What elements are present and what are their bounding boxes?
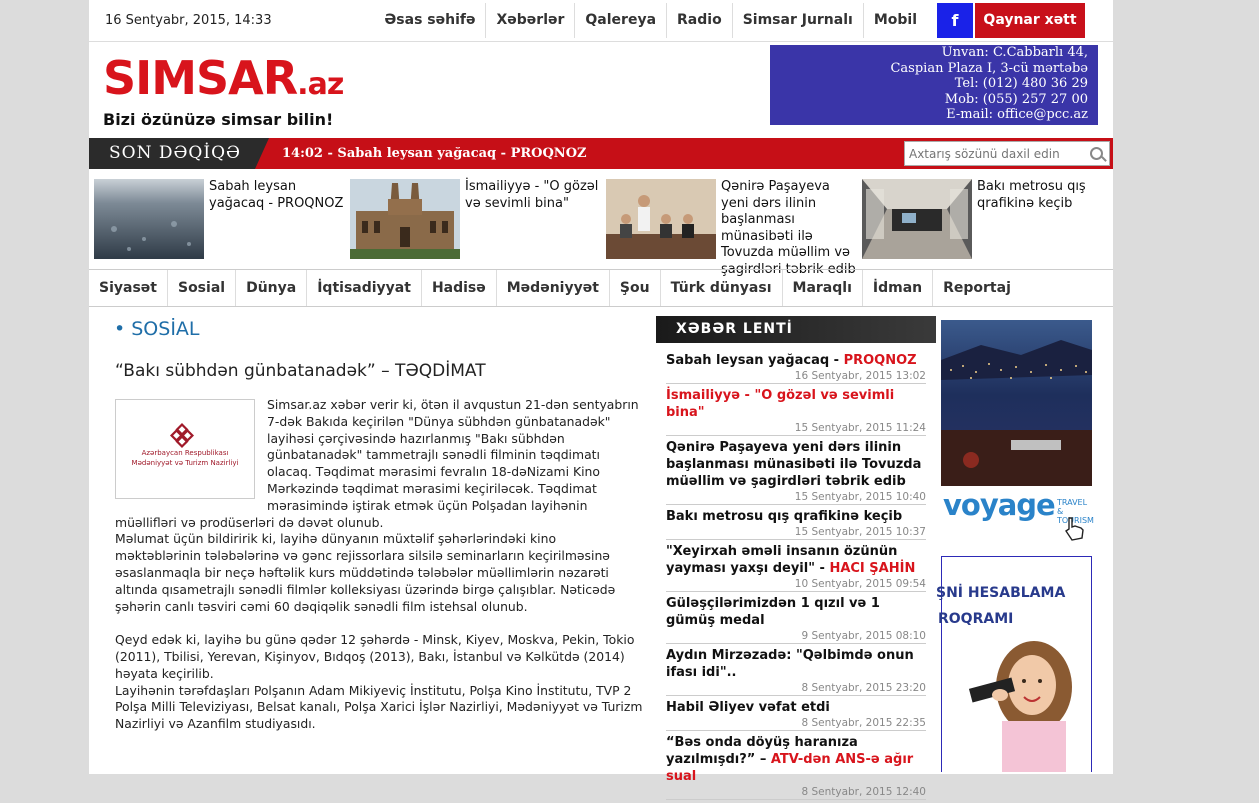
banner-line: Tel: (012) 480 36 29 xyxy=(954,76,1088,91)
contact-banner[interactable] xyxy=(770,45,1098,125)
news-feed xyxy=(666,352,926,803)
girl-photo xyxy=(942,635,1091,772)
category-nav xyxy=(89,269,1113,307)
ad-heading: ŞNİ HESABLAMA xyxy=(936,585,1066,601)
feed-title[interactable]: Aydın Mirzəzadə: "Qəlbimdə onun ifası idi".. xyxy=(666,648,914,680)
current-date: 16 Sentyabr, 2015, 14:33 xyxy=(105,13,272,28)
feed-title-highlight[interactable]: İsmailiyyə - "O gözəl və sevimli bina" xyxy=(666,388,895,420)
facebook-icon[interactable]: f xyxy=(937,3,973,38)
article-paragraph: Qeyd edək ki, layihə bu günə qədər 12 şəhərdə - Minsk, Kiyev, Moskva, Pekin, Tokio (2011), Tbilisi, Yerevan, Kişinyov, Bıdqoş (2013), Bakı, İstanbul və Kəlkütdə (2014) həyata keçirilib. xyxy=(115,632,635,681)
top-bar xyxy=(89,0,1113,42)
site-logo[interactable] xyxy=(103,51,344,129)
feed-title[interactable]: Habil Əliyev vəfat etdi xyxy=(666,700,830,715)
nav-news[interactable]: Xəbərlər xyxy=(486,3,575,38)
featured-title[interactable]: Qənirə Paşayeva yeni dərs ilinin başlanması münasibəti ilə Tovuzda müəllim və şagirdləri təbrik edib xyxy=(721,179,856,277)
feed-date: 10 Sentyabr, 2015 09:54 xyxy=(794,578,926,590)
voyage-logo: voyage xyxy=(943,488,1055,522)
hotline-button[interactable]: Qaynar xətt xyxy=(975,3,1085,38)
nav-home[interactable]: Əsas səhifə xyxy=(374,3,486,38)
article-paragraph: Məlumat üçün bildiririk ki, layihə dünyanın müxtəlif şəhərlərindəki kino məktəblərinin tələbələrinə və gənc rejissorlara silsilə seminarların keçirilməsinə əsaslanmaqla bir neçə həftəlik kurs müddətində tələbələr müəllimlərin nəzarəti altında qısametrajlı sənədli filmlər kolleksiyası üzərində birgə çalışıblar. Nəticədə şəhərin canlı təsviri cəmi 60 dəqiqəlik sənədli film istehsal olunub. xyxy=(115,531,616,614)
breaking-news-label: SON DƏQİQƏ xyxy=(89,138,255,169)
feed-item[interactable] xyxy=(666,508,926,540)
building-thumbnail[interactable] xyxy=(350,179,460,259)
feed-title-highlight[interactable]: PROQNOZ xyxy=(843,353,917,368)
feed-date: 8 Sentyabr, 2015 12:40 xyxy=(801,786,926,798)
banner-line: Caspian Plaza I, 3-cü mərtəbə xyxy=(890,60,1088,76)
article-paragraph: Simsar.az xəbər verir ki, ötən il avqustun 21-dən sentyabrın 7-dək Bakıda keçirilən "Dünya sübhdən günbatanadək" layihəsi çərçivəsində hazırlanmış "Bakı sübhdən günbatanadək" tammetrajlı sənədli filminin təqdimatı olacaq. Təqdimat mərasimi fevralın 18-dəNizami Kino Mərkəzində təqdimat mərasimi keçiriləcək. Təqdimat mərasimində iştirak etmək üçün Polşadan layihənin müəllifləri və prodüserləri də dəvət olunub. xyxy=(115,397,639,530)
night-city-photo xyxy=(941,320,1092,486)
logo-domain: .az xyxy=(297,67,344,102)
nav-gallery[interactable]: Qalereya xyxy=(575,3,667,38)
nav-journal[interactable]: Simsar Jurnalı xyxy=(733,3,864,38)
featured-title[interactable]: Bakı metrosu qış qrafikinə keçib xyxy=(977,179,1086,211)
banner-line: E-mail: office@pcc.az xyxy=(946,107,1088,122)
feed-title[interactable]: “Bəs onda döyüş haranıza yazılmışdı?” – xyxy=(666,735,858,767)
feed-title[interactable]: Bakı metrosu qış qrafikinə keçib xyxy=(666,509,903,524)
top-nav xyxy=(374,3,1085,38)
featured-title[interactable]: İsmailiyyə - "O gözəl və sevimli bina" xyxy=(465,179,599,211)
voyage-subtitle: TRAVEL & TOURISM xyxy=(1057,498,1094,525)
image-caption: Azərbaycan Respublikası Mədəniyyət və Turizm Nazirliyi xyxy=(131,449,239,467)
feed-title[interactable]: Sabah leysan yağacaq - xyxy=(666,353,844,368)
cat-idman[interactable]: İdman xyxy=(863,270,933,306)
search-icon[interactable] xyxy=(1090,147,1103,160)
calculation-program-ad[interactable] xyxy=(936,556,1092,772)
classroom-thumbnail[interactable] xyxy=(606,179,716,259)
feed-date: 9 Sentyabr, 2015 08:10 xyxy=(801,630,926,642)
cat-reportaj[interactable]: Reportaj xyxy=(943,280,1011,296)
breaking-news-text[interactable]: 14:02 - Sabah leysan yağacaq - PROQNOZ xyxy=(282,146,587,161)
ministry-logo-icon xyxy=(170,424,194,448)
feed-title[interactable]: Qənirə Paşayeva yeni dərs ilinin başlanması münasibəti ilə Tovuzda müəllim və şagirdləri təbrik edib xyxy=(666,440,922,489)
logo-text: SIMSAR xyxy=(103,51,298,105)
nav-radio[interactable]: Radio xyxy=(667,3,733,38)
nav-mobile[interactable]: Mobil xyxy=(873,12,917,28)
rain-thumbnail[interactable] xyxy=(94,179,204,259)
voyage-ad[interactable] xyxy=(941,320,1092,542)
hand-cursor-icon xyxy=(1061,516,1087,542)
feed-title[interactable]: Güləşçilərimizdən 1 qızıl və 1 gümüş medal xyxy=(666,596,880,628)
cat-hadise[interactable]: Hadisə xyxy=(422,270,497,306)
feed-title-highlight[interactable]: ATV-dən ANS-ə ağır sual xyxy=(666,752,914,784)
cat-sou[interactable]: Şou xyxy=(610,270,661,306)
ad-heading: ROQRAMI xyxy=(938,611,1014,627)
breaking-news-bar xyxy=(89,138,1113,169)
cat-dunya[interactable]: Dünya xyxy=(236,270,307,306)
feed-date: 8 Sentyabr, 2015 23:20 xyxy=(801,682,926,694)
feed-item[interactable] xyxy=(666,734,926,800)
feed-date: 8 Sentyabr, 2015 22:35 xyxy=(801,717,926,729)
cat-siyaset[interactable]: Siyasət xyxy=(89,270,168,306)
news-feed-heading: XƏBƏR LENTİ xyxy=(656,316,936,343)
featured-item[interactable] xyxy=(606,179,856,277)
banner-line: Mob: (055) 257 27 00 xyxy=(944,91,1088,107)
cat-maraqli[interactable]: Maraqlı xyxy=(783,270,863,306)
cat-iqtisadiyyat[interactable]: İqtisadiyyat xyxy=(307,270,422,306)
article-title: “Bakı sübhdən günbatanadək” – TƏQDİMAT xyxy=(115,361,486,381)
feed-item[interactable] xyxy=(666,595,926,644)
cat-turk-dunyasi[interactable]: Türk dünyası xyxy=(661,270,783,306)
feed-date: 16 Sentyabr, 2015 13:02 xyxy=(794,370,926,382)
slogan: Bizi özünüzə simsar bilin! xyxy=(103,110,334,129)
feed-date: 15 Sentyabr, 2015 10:40 xyxy=(794,491,926,503)
feed-item[interactable] xyxy=(666,439,926,505)
feed-item[interactable] xyxy=(666,387,926,436)
banner-line: Ünvan: C.Cabbarlı 44, xyxy=(941,45,1088,60)
feed-date: 15 Sentyabr, 2015 11:24 xyxy=(794,422,926,434)
section-title[interactable]: • SOSİAL xyxy=(114,318,200,340)
featured-item[interactable] xyxy=(350,179,600,259)
featured-item[interactable] xyxy=(94,179,344,259)
page xyxy=(89,0,1113,798)
article-paragraph: Layihənin tərəfdaşları Polşanın Adam Mikiyeviç İnstitutu, Polşa Kino İnstitutu, TVP 2 Polşa Milli Televiziyası, Belsat kanalı, Polşa Xarici İşlər Nazirliyi, Mədəniyyət və Turizm Nazirliyi və Azanfilm studiyasıdı. xyxy=(115,682,643,732)
metro-thumbnail[interactable] xyxy=(862,179,972,259)
feed-item[interactable] xyxy=(666,699,926,731)
feed-item[interactable] xyxy=(666,647,926,696)
feed-date: 15 Sentyabr, 2015 10:37 xyxy=(794,526,926,538)
feed-title-highlight[interactable]: HACI ŞAHİN xyxy=(829,561,916,576)
cat-sosial[interactable]: Sosial xyxy=(168,270,236,306)
cat-medeniyyet[interactable]: Mədəniyyət xyxy=(497,270,610,306)
featured-item[interactable] xyxy=(862,179,1112,259)
article-image xyxy=(115,399,255,499)
search-input[interactable] xyxy=(905,142,1088,165)
featured-title[interactable]: Sabah leysan yağacaq - PROQNOZ xyxy=(209,179,344,211)
feed-item[interactable] xyxy=(666,543,926,592)
feed-title[interactable]: "Xeyirxah əməli insanın özünün yayması yaxşı deyil" - xyxy=(666,544,898,576)
feed-item[interactable] xyxy=(666,352,926,384)
search-box xyxy=(904,141,1110,166)
